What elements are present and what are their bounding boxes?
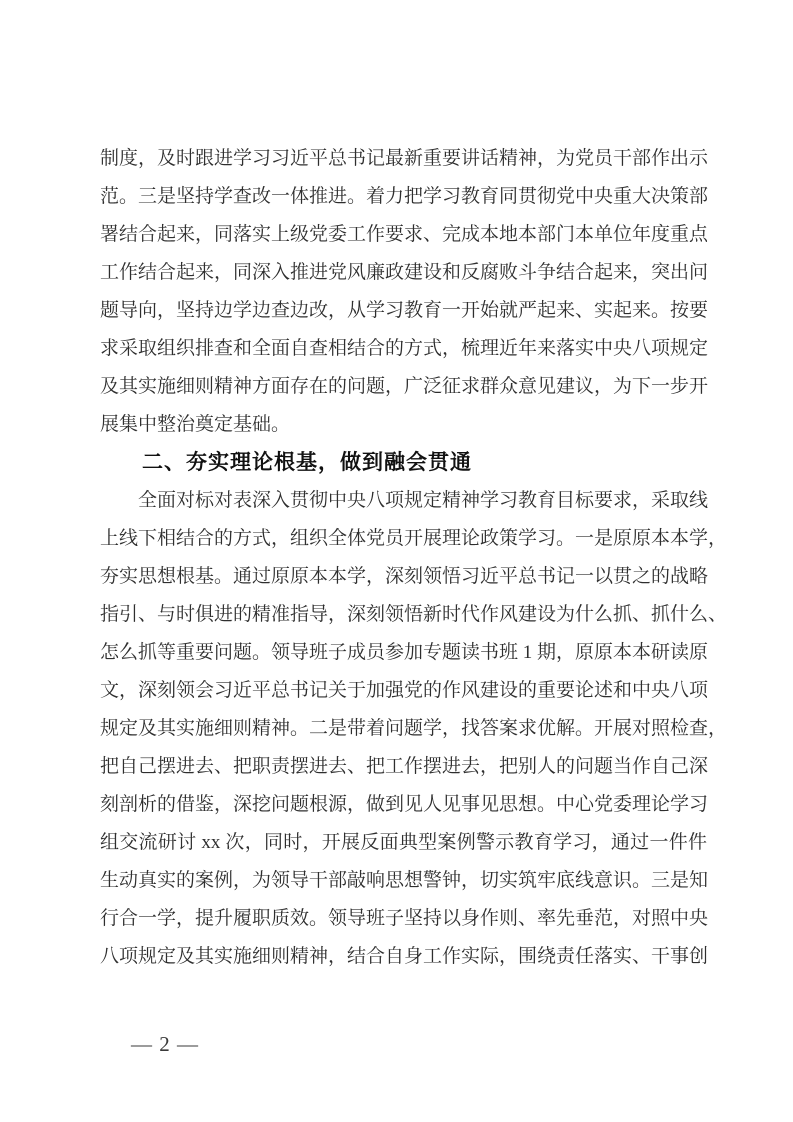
body-text-line: 怎么抓等重要问题。领导班子成员参加专题读书班 1 期，原原本本研读原 bbox=[100, 642, 709, 663]
body-text-line: 上线下相结合的方式，组织全体党员开展理论政策学习。一是原原本本学， bbox=[100, 528, 728, 549]
body-text-line: 刻剖析的借鉴，深挖问题根源，做到见人见事见思想。中心党委理论学习 bbox=[100, 794, 709, 815]
body-text-line: 指引、与时俱进的精准指导，深刻领悟新时代作风建设为什么抓、抓什么、 bbox=[100, 604, 728, 625]
body-text-line: 组交流研讨 xx 次，同时，开展反面典型案例警示教育学习，通过一件件 bbox=[100, 832, 707, 853]
body-text-line: 署结合起来，同落实上级党委工作要求、完成本地本部门本单位年度重点 bbox=[100, 224, 709, 245]
body-text-line: 八项规定及其实施细则精神，结合自身工作实际，围绕责任落实、干事创 bbox=[100, 946, 709, 967]
body-text-line: 工作结合起来，同深入推进党风廉政建设和反腐败斗争结合起来，突出问 bbox=[100, 262, 709, 283]
body-text-line: 夯实思想根基。通过原原本本学，深刻领悟习近平总书记一以贯之的战略 bbox=[100, 566, 709, 587]
body-text-line: 展集中整治奠定基础。 bbox=[100, 414, 291, 435]
body-text-line: 及其实施细则精神方面存在的问题，广泛征求群众意见建议，为下一步开 bbox=[100, 376, 709, 397]
body-text-line: 生动真实的案例，为领导干部敲响思想警钟，切实筑牢底线意识。三是知 bbox=[100, 870, 709, 891]
body-text-line: 全面对标对表深入贯彻中央八项规定精神学习教育目标要求，采取线 bbox=[138, 490, 709, 511]
body-text-line: 把自己摆进去、把职责摆进去、把工作摆进去，把别人的问题当作自己深 bbox=[100, 756, 709, 777]
body-text-line: 行合一学，提升履职质效。领导班子坚持以身作则、率先垂范，对照中央 bbox=[100, 908, 709, 929]
body-text-line: 范。三是坚持学查改一体推进。着力把学习教育同贯彻党中央重大决策部 bbox=[100, 186, 709, 207]
body-text-line: 规定及其实施细则精神。二是带着问题学，找答案求优解。开展对照检查， bbox=[100, 718, 728, 739]
body-text-line: 文，深刻领会习近平总书记关于加强党的作风建设的重要论述和中央八项 bbox=[100, 680, 709, 701]
page-number: — 2 — bbox=[131, 1032, 199, 1056]
document-body bbox=[100, 140, 728, 976]
body-text-line: 题导向，坚持边学边查边改，从学习教育一开始就严起来、实起来。按要 bbox=[100, 300, 709, 321]
body-text-line: 求采取组织排查和全面自查相结合的方式，梳理近年来落实中央八项规定 bbox=[100, 338, 709, 359]
body-text-line: 制度，及时跟进学习习近平总书记最新重要讲话精神，为党员干部作出示 bbox=[100, 148, 709, 169]
section-heading: 二、夯实理论根基，做到融会贯通 bbox=[142, 451, 472, 474]
